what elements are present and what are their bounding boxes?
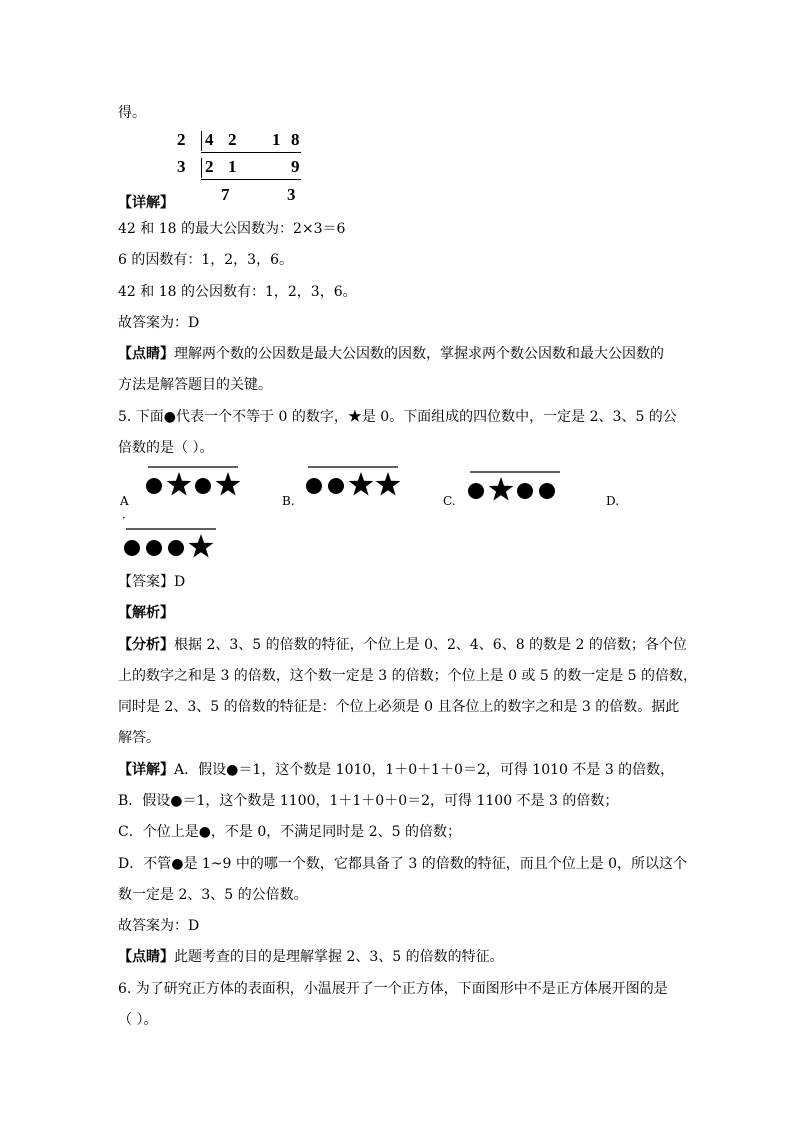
option-d-shapes (124, 534, 213, 558)
comment-label: 【点睛】 (118, 346, 174, 362)
nonzero-digit-circle (124, 540, 140, 556)
division-divisor-2: 3 (177, 157, 186, 176)
q4-line: 42 和 18 的公因数有：1，2，3，6。 (118, 284, 357, 300)
division-digit: 9 (291, 157, 300, 176)
intro-text: 得。 (118, 105, 146, 121)
nonzero-digit-circle (328, 478, 344, 494)
nonzero-digit-circle (306, 478, 322, 494)
q6-stem-cont: （ ）。 (118, 1012, 158, 1028)
nonzero-digit-circle (468, 483, 484, 499)
q5-analysis-line: 解答。 (118, 730, 160, 746)
nonzero-digit-circle (517, 483, 533, 499)
division-underline (201, 179, 301, 180)
division-bracket-line (201, 131, 202, 151)
division-digit: 2 (228, 130, 237, 149)
zero-digit-star (349, 472, 374, 496)
division-quotient: 3 (287, 185, 296, 204)
zero-digit-star (167, 472, 192, 496)
option-c-shapes (468, 477, 555, 501)
division-digit: 1 (272, 130, 281, 149)
option-b-label[interactable]: B. (282, 494, 295, 508)
option-c-figure[interactable] (462, 467, 572, 507)
division-digit: 4 (205, 130, 214, 149)
q5-final: 故答案为：D (118, 918, 200, 934)
q5-stem: 5. 下面●代表一个不等于 0 的数字，★是 0。下面组成的四位数中，一定是 2、3、5 的公 (118, 409, 677, 425)
zero-digit-star (489, 477, 514, 501)
option-c-label[interactable]: C. (443, 494, 456, 508)
q4-answer: 故答案为：D (118, 315, 200, 331)
comment-label: 【点睛】 (118, 949, 174, 965)
nonzero-digit-circle (195, 478, 211, 494)
analysis-label: 【分析】 (118, 637, 174, 653)
q4-line: 6 的因数有：1，2，3，6。 (118, 252, 293, 268)
q5-comment (118, 946, 504, 966)
q5-answer: 【答案】D (118, 574, 186, 590)
nonzero-digit-circle (146, 478, 162, 494)
option-b-shapes (306, 472, 400, 496)
q4-line: 42 和 18 的最大公因数为：2×3＝6 (118, 221, 346, 237)
q5-analysis-line: 上的数字之和是 3 的倍数，这个数一定是 3 的倍数；个位上是 0 或 5 的数一定是 5 的倍数， (118, 668, 698, 684)
q4-comment-cont: 方法是解答题目的关键。 (118, 377, 272, 393)
division-divisor-1: 2 (177, 130, 186, 149)
q5-analysis-heading: 【解析】 (118, 605, 174, 621)
detail-label: 【详解】 (118, 762, 174, 778)
division-digit: 8 (291, 130, 300, 149)
division-digit: 2 (205, 157, 214, 176)
option-a-sublabel: ． (122, 507, 135, 521)
division-quotient: 7 (221, 185, 230, 204)
comment-text: 此题考查的目的是理解掌握 2、3、5 的倍数的特征。 (174, 949, 504, 965)
analysis-text: 根据 2、3、5 的倍数的特征，个位上是 0、2、4、6、8 的数是 2 的倍数；各个位 (174, 637, 687, 653)
q5-detail-line: 数一定是 2、3、5 的公倍数。 (118, 887, 308, 903)
nonzero-digit-circle (146, 540, 162, 556)
detail-text: A．假设●＝1，这个数是 1010，1＋0＋1＋0＝2，可得 1010 不是 3 的倍数， (174, 762, 675, 778)
q5-analysis-line: 同时是 2、3、5 的倍数的特征是：个位上必须是 0 且各位上的数字之和是 3 的倍数。据此 (118, 699, 680, 715)
q5-detail-line: D．不管●是 1~9 中的哪一个数，它都具备了 3 的倍数的特征，而且个位上是 0，所以这个 (118, 856, 688, 872)
nonzero-digit-circle (539, 483, 555, 499)
q5-detail-line: B．假设●＝1，这个数是 1100，1＋1＋0＋0＝2，可得 1100 不是 3 的倍数； (118, 793, 619, 809)
comment-text: 理解两个数的公因数是最大公因数的因数，掌握求两个数公因数和最大公因数的 (174, 346, 664, 362)
division-underline (201, 152, 301, 153)
zero-digit-star (216, 472, 241, 496)
option-d-figure[interactable] (118, 524, 228, 564)
detail-heading: 【详解】 (118, 195, 174, 211)
q5-analysis (118, 634, 687, 654)
zero-digit-star (189, 534, 214, 558)
option-a-label[interactable]: A (120, 494, 129, 508)
q5-detail (118, 759, 674, 779)
option-d-label[interactable]: D. (606, 494, 620, 508)
q5-stem-cont: 倍数的是（ ）。 (118, 440, 214, 456)
nonzero-digit-circle (168, 540, 184, 556)
q5-detail-line: C．个位上是●，不是 0，不满足同时是 2、5 的倍数； (118, 824, 461, 840)
q6-stem: 6. 为了研究正方体的表面积，小温展开了一个正方体，下面图形中不是正方体展开图的是 (118, 981, 668, 997)
option-a-figure[interactable] (140, 462, 250, 502)
division-digit: 1 (228, 157, 237, 176)
option-b-figure[interactable] (300, 462, 410, 502)
zero-digit-star (376, 472, 401, 496)
q4-comment (118, 343, 664, 363)
division-bracket-line (201, 158, 202, 178)
option-a-shapes (146, 472, 240, 496)
